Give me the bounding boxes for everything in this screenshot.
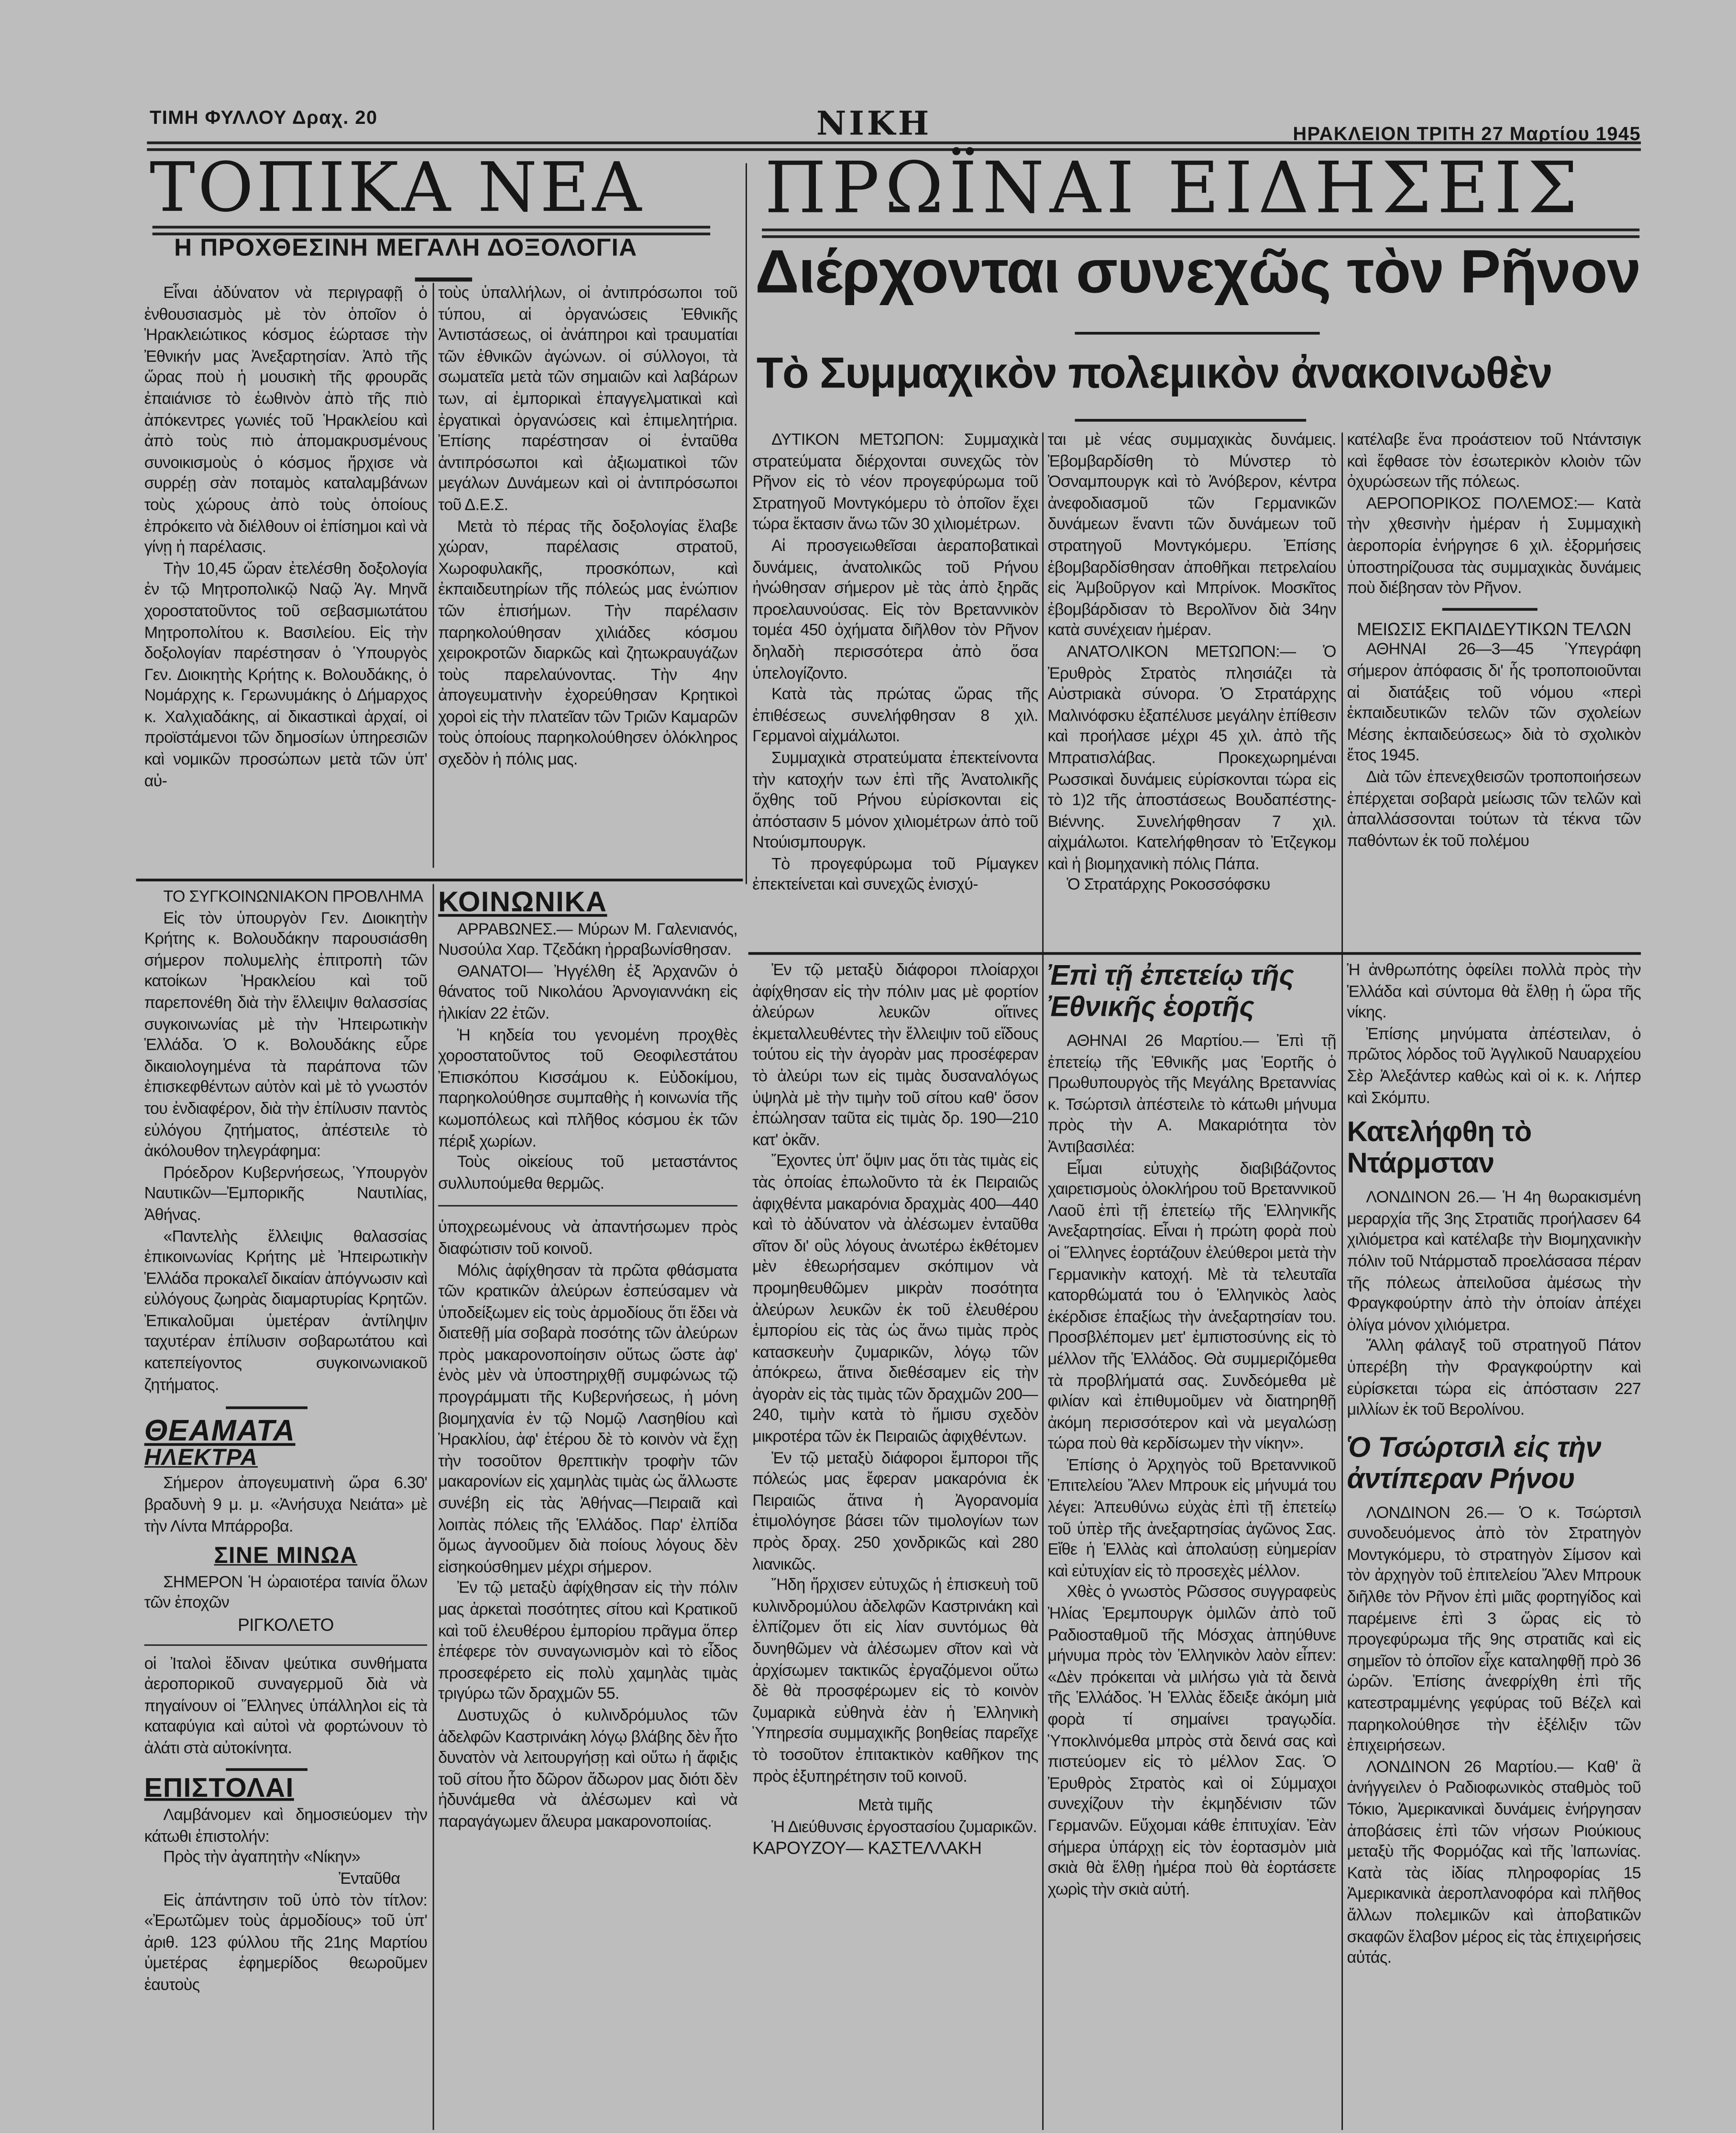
article-paragraph: ΑΘΗΝΑΙ 26—3—45 Ὑπεγράφη σήμερον ἀπόφασις δι' ἧς τροποποιοῦνται αἱ διατάξεις τοῦ νόμου «περὶ ἐκπαιδευτικῶν τελῶν τῶν σχολείων Μέσης ἐκπαιδεύσεως» διὰ τὸ σχολικὸν ἔτος 1945.: [1347, 639, 1641, 765]
article-paragraph: Εἰς ἀπάντησιν τοῦ ὑπὸ τὸν τίτλον: «Ἐρωτῶμεν τοὺς ἁρμοδίους» τοῦ ὑπ' ἀριθ. 123 φύλλου τῆς 21ης Μαρτίου ὑμετέρας ἐφημερίδος θεωροῦμεν ἑαυτοὺς: [144, 1890, 428, 1994]
article-paragraph: Συμμαχικὰ στρατεύματα ἐπεκτείνοντα τὴν κατοχήν των ἐπὶ τῆς Ἀνατολικῆς ὄχθης τοῦ Ρήνου εὑρίσκονται εἰς ἀπόστασιν 5 μόνον χιλιομέτρων ἀπὸ τοῦ Ντούισμπουργκ.: [752, 748, 1038, 852]
war-news-column-2: [1048, 430, 1336, 949]
article-paragraph: Πρόεδρον Κυβερνήσεως, Ὑπουργὸν Ναυτικῶν—Ἐμπορικῆς Ναυτιλίας, Ἀθήνας.: [144, 1162, 428, 1224]
divider: [226, 1407, 308, 1409]
article-paragraph: Ἐν τῷ μεταξὺ διάφοροι πλοίαρχοι ἀφίχθησαν εἰς τὴν πόλιν μας μὲ φορτίον ἀλεύρων λευκῶν οἵτινες ἐκμεταλλευθέντες τὴν ἔλλειψιν τοῦ εἴδους τούτου εἰς τὴν ἀγορὰν μας προσέφεραν τὸ ἀλεύρι των εἰς τιμὰς δυσαναλόγως ὑψηλὰ μὲ τὴν τιμὴν τοῦ σίτου καθ' ὅσον ἐπώλησαν ταῦτα εἰς τιμὰς δρ. 190—210 κατ' ὀκᾶν.: [752, 960, 1038, 1149]
shows-heading: ΘΕΑΜΑΤΑ: [144, 1413, 296, 1448]
divider: [1442, 608, 1538, 611]
letter-recipient: Πρὸς τὴν ἀγαπητὴν «Νίκην»: [163, 1847, 361, 1867]
article-paragraph: ΛΟΝΔΙΝΟΝ 26 Μαρτίου.— Καθ' ἃ ἀνήγγειλεν ὁ Ραδιοφωνικὸς σταθμὸς τοῦ Τόκιο, Ἀμερικανικαὶ δυνάμεις ἐνήργησαν ἀποβάσεις ἐπὶ τῶν νήσων Ριούκιους μεταξὺ τῆς Φορμόζας καὶ τῆς Ἰαπωνίας. Κατὰ τὰς ἰδίας πληροφορίας 15 Ἀμερικανικὰ ἀεροπλανοφόρα καὶ πλῆθος ἄλλων πολεμικῶν καὶ ἀποβατικῶν σκαφῶν ἔλαβον μέρος εἰς τὰς ἐπιχειρήσεις αὐτάς.: [1347, 1757, 1641, 1967]
transport-heading: ΤΟ ΣΥΓΚΟΙΝΩΝΙΑΚΟΝ ΠΡΟΒΛΗΜΑ: [163, 887, 423, 906]
price-label: ΤΙΜΗ ΦΥΛΛΟΥ Δραχ. 20: [149, 106, 378, 128]
article-paragraph: Τὸ προγεφύρωμα τοῦ Ρίμαγκεν ἐπεκτείνεται καὶ συνεχῶς ἐνισχύ-: [752, 854, 1038, 894]
divider: [415, 277, 472, 282]
anniversary-heading: Ἐπὶ τῇ ἐπετείῳ τῆς Ἐθνικῆς ἑορτῆς: [1047, 960, 1294, 1023]
article-paragraph: ΑΝΑΤΟΛΙΚΟΝ ΜΕΤΩΠΟΝ:— Ὁ Ἐρυθρὸς Στρατὸς πλησιάζει τὰ Αὐστριακὰ σύνορα. Ὁ Στρατάρχης Μαλινόφσκυ ἐξαπέλυσε μεγάλην ἐπίθεσιν καὶ προήλασε μέχρι 45 χιλ. ἀπὸ τῆς Μπρατισλάβας. Προκεχωρημέναι Ρωσσικαὶ δυνάμεις εὑρίσκονται τώρα εἰς τὸ 1)2 τῆς ἀποστάσεως Βουδαπέστης-Βιέννης. Συνελήφθησαν 7 χιλ. αἰχμάλωτοι. Κατελήφθησαν τὸ Ἐτζεγκομ καὶ ἡ βιομηχανικὴ πόλις Πάπα.: [1047, 642, 1336, 873]
article-paragraph: κατέλαβε ἕνα προάστειον τοῦ Ντάντσιγκ καὶ ἔφθασε τὸν ἐσωτερικὸν κλοιὸν τῶν ὀχυρώσεων τῆς πόλεως.: [1347, 429, 1641, 492]
letter-place: Ἐνταῦθα: [339, 1869, 400, 1888]
article-paragraph: ΘΑΝΑΤΟΙ— Ἠγγέλθη ἐξ Ἀρχανῶν ὁ θάνατος τοῦ Νικολάου Ἀρνογιαννάκη εἰς ἡλικίαν 22 ἐτῶν.: [438, 961, 737, 1023]
article-paragraph: ται μὲ νέας συμμαχικὰς δυνάμεις. Ἐβομβαρδίσθη τὸ Μύνστερ τὸ Ὀσναμπουργκ καὶ τὸ Ἀνόβερον, κέντρα ἀνεφοδιασμοῦ τῶν Γερμανικῶν δυνάμεων ἔναντι τῶν δυνάμεων τοῦ στρατηγοῦ Μοντγκόμερυ. Ἐπίσης ἐβομβαρδίσθησαν ἀποθῆκαι πετρελαίου εἰς Ἀμβοῦργον καὶ Μπρίνοκ. Μοσκῖτος ἐβομβάρδισαν τὸ Βερολῖνον διὰ 34ην κατὰ συνέχειαν ἡμέραν.: [1047, 429, 1336, 640]
war-news-column-1: [752, 430, 1038, 949]
article-paragraph: Ἡ ἀνθρωπότης ὀφείλει πολλὰ πρὸς τὴν Ἑλλάδα καὶ σύντομα θὰ ἔλθῃ ἡ ὥρα τῆς νίκης.: [1347, 960, 1641, 1022]
article-paragraph: Τὴν 10,45 ὥραν ἐτελέσθη δοξολογία ἐν τῷ Μητροπολικῷ Ναῷ Ἀγ. Μηνᾶ χοροστατοῦντος τοῦ σεβασμιωτάτου Μητροπολίτου κ. Βασιλείου. Εἰς τὴν δοξολογίαν παρέστησαν ὁ Ὑπουργὸς Γεν. Διοικητὴς Κρήτης κ. Βολουδάκης, ὁ Νομάρχης κ. Γερωνυμάκης ὁ Δήμαρχος κ. Χαλχιαδάκης, αἱ δικαστικαὶ ἀρχαί, οἱ προϊστάμενοι τῶν δημοσίων ὑπηρεσιῶν καὶ νομικῶν προσώπων μετὰ τῶν ὑπ' αὐ-: [144, 559, 428, 790]
article-paragraph: Τοὺς οἰκείους τοῦ μεταστάντος συλλυπούμεθα θερμῶς.: [438, 1152, 737, 1193]
section-rule: [136, 879, 743, 881]
divider: [1075, 419, 1307, 422]
lower-column-1: [144, 887, 428, 2130]
divider: [438, 1206, 737, 1207]
column-rule: [746, 163, 747, 884]
divider: [1075, 332, 1320, 335]
lower-column-5: [1347, 960, 1641, 2130]
local-news-headline: Η ΠΡΟΧΘΕΣΙΝΗ ΜΕΓΑΛΗ ΔΟΞΟΛΟΓΙΑ: [174, 234, 637, 262]
article-paragraph: Ἐν τῷ μεταξὺ διάφοροι ἔμποροι τῆς πόλεώς μας ἔφεραν μακαρόνια ἐκ Πειραιῶς ἅτινα ἡ Ἀγορανομία ἐτιμολόγησε βάσει τῶν τιμολογίων των πρὸς δραχ. 250 χονδρικῶς καὶ 280 λιανικῶς.: [752, 1448, 1038, 1573]
main-headline: Διέρχονται συνεχῶς τὸν Ρῆνον: [755, 236, 1640, 306]
letters-heading: ΕΠΙΣΤΟΛΑΙ: [144, 1773, 294, 1803]
article-paragraph: Εἶμαι εὐτυχὴς διαβιβάζοντος χαιρετισμοὺς ὁλοκλήρου τοῦ Βρεταννικοῦ Λαοῦ ἐπὶ τῇ ἐπετείῳ τῆς Ἑλληνικῆς Ἀνεξαρτησίας. Εἶναι ἡ πρώτη φορὰ ποὺ οἱ Ἕλληνες ἑορτάζουν ἐλεύθεροι μετὰ τὴν Γερμανικὴν κατοχή. Μὲ τὰ τελευταῖα κατορθώματά του ὁ Ἑλληνικὸς λαὸς ἐκέρδισε ἐπαξίως τὴν ἀνεξαρτησίαν του. Προσβλέπομεν μετ' ἐμπιστοσύνης εἰς τὸ μέλλον τῆς Ἑλλάδος. Θὰ συμμεριζόμεθα τὰ προβλήματά σας. Συνδεόμεθα μὲ φιλίαν καὶ ἐπιθυμοῦμεν νὰ διατηρηθῇ ἀκόμη περισσότερον καὶ νὰ μεγαλώσῃ τώρα ποὺ θὰ κερδίσωμεν τὴν νίκην».: [1047, 1158, 1336, 1453]
article-paragraph: Ἤδη ἤρχισεν εὐτυχῶς ἡ ἐπισκευὴ τοῦ κυλινδρομύλου ἀδελφῶν Καστρινάκη καὶ ἐλπίζομεν ὅτι εἰς λίαν συντόμως θὰ δυνηθῶμεν νὰ ἀλέσωμεν σῖτον καὶ νὰ ἀρχίσωμεν τακτικῶς ἐργαζόμενοι οὕτω δὲ θὰ προσφέρωμεν εἰς τὸ κοινὸν ζυμαρικὰ εὐθηνὰ ἐὰν ἡ Ἑλληνικὴ Ὑπηρεσία συμμαχικῆς βοηθείας παρεῖχε τὸ τοσοῦτον ἐπιτακτικὸν καθῆκον της πρὸς ἐξυπηρέτησιν τοῦ κοινοῦ.: [752, 1575, 1038, 1785]
churchill-heading: Ὁ Τσώρτσιλ εἰς τὴν ἀντίπεραν Ρήνου: [1347, 1431, 1601, 1495]
morning-news-title: ΠΡΩΪΝΑΙ ΕΙΔΗΣΕΙΣ: [764, 148, 1583, 230]
cinema-elektra-listing: Σήμερον ἀπογευματινὴ ὥρα 6.30' βραδυνὴ 9 μ. μ. «Ἀνήσυχα Νειάτα» μὲ τὴν Λίντα Μπάρροβα.: [144, 1473, 428, 1535]
section-rule: [748, 952, 1641, 955]
article-paragraph: Ἄλλη φάλαγξ τοῦ στρατηγοῦ Πάτον ὑπερέβη τὴν Φραγκφούρτην καὶ εὑρίσκεται τώρα εἰς ἀπόστασιν 227 μιλλίων ἐκ τοῦ Βερολίνου.: [1347, 1336, 1641, 1419]
article-paragraph: οἱ Ἰταλοὶ ἔδιναν ψεύτικα συνθήματα ἀεροπορικοῦ συναγερμοῦ διὰ νὰ πηγαίνουν οἱ Ἕλληνες ὑπάλληλοι εἰς τὰ καταφύγια καὶ αὐτοὶ νὰ φορτώνουν τὸ ἀλάτι στὰ αὐτοκίνητα.: [144, 1653, 428, 1758]
article-paragraph: Ἔχοντες ὑπ' ὄψιν μας ὅτι τὰς τιμὰς εἰς τὰς ὁποίας ἐπωλοῦντο τὰ ἐκ Πειραιῶς ἀφιχθέντα μακαρόνια δραχμὰς 400—440 καὶ τὸ ἀδύνατον νὰ ἀλέσωμεν ἐνταῦθα σῖτον δι' οὓς λόγους ἀνωτέρω ἐκθέτομεν μὲν ἐθεωρήσαμεν σκόπιμον νὰ προμηθευθῶμεν μικρὰν ποσότητα ἀλεύρων λευκῶν ἐκ τοῦ ἐλευθέρου ἐμπορίου εἰς τὰς ὡς ἄνω τιμὰς πρὸς κατασκευὴν ζυμαρικῶν, λόγῳ τῶν ἀπόκρεω, ἅτινα διεθέσαμεν εἰς τὴν ἀγορὰν εἰς τὰς τιμὰς τῶν δραχμῶν 200—240, τιμὴν κατὰ τὸ ἥμισυ σχεδὸν μικροτέρα τῶν ἐκ Πειραιῶς ἀφιχθέντων.: [752, 1151, 1038, 1446]
article-paragraph: Χθὲς ὁ γνωστὸς Ρῶσσος συγγραφεὺς Ἠλίας Ἐρεμπουργκ ὁμιλῶν ἀπὸ τοῦ Ραδιοσταθμοῦ τῆς Μόσχας ἀπηύθυνε μήνυμα πρὸς τὸν Ἑλληνικὸν λαὸν εἶπεν: «Δὲν πρόκειται νὰ μιλήσω γιὰ τὰ δεινὰ τῆς Ἑλλάδος. Ἡ Ἑλλὰς ἔδειξε ἀκόμη μιὰ φορὰ τί σημαίνει τραγῳδία. Ὑποκλινόμεθα μπρὸς στὰ δεινά σας καὶ πιστεύομεν εἰς τὸ μέλλον Σας. Ὁ Ἐρυθρὸς Στρατὸς καὶ οἱ Σύμμαχοι συνεχίζουν τὴν ἐκμηδένισιν τῶν Γερμανῶν. Εὔχομαι κάθε ἐπιτυχίαν. Ἐὰν σήμερα ὑπάρχῃ εἰς τὸν ἑορτασμὸν μιὰ σκιὰ θὰ ἔλθῃ ἡμέρα ποὺ θὰ ἑορτάσετε χωρὶς τὴν σκιὰ αὐτή.: [1047, 1582, 1336, 1899]
article-paragraph: ὑποχρεωμένους νὰ ἀπαντήσωμεν πρὸς διαφώτισιν τοῦ κοινοῦ.: [438, 1218, 737, 1258]
local-news-column-2: [438, 283, 737, 868]
article-paragraph: Ἐπίσης ὁ Ἀρχηγὸς τοῦ Βρεταννικοῦ Ἐπιτελείου Ἄλεν Μπρουκ εἰς μήνυμά του λέγει: Ἀπευθύνω εὐχὰς ἐπὶ τῇ ἐπετείῳ τοῦ ὑπὲρ τῆς ἀνεξαρτησίας ἀγῶνος Σας. Εἴθε ἡ Ἑλλὰς καὶ ἀπολαύσῃ εὐημερίαν καὶ εὐτυχίαν εἰς τὸ προσεχὲς μέλλον.: [1047, 1455, 1336, 1581]
article-paragraph: Κατὰ τὰς πρώτας ὥρας τῆς ἐπιθέσεως συνελήφθησαν 8 χιλ. Γερμανοὶ αἰχμάλωτοι.: [752, 684, 1038, 746]
article-paragraph: Μόλις ἀφίχθησαν τὰ πρῶτα φθάσματα τῶν κρατικῶν ἀλεύρων ἐσπεύσαμεν νὰ ὑποδείξωμεν εἰς τοὺς ἁρμοδίους ὅτι ἔδει νὰ διατεθῇ μία σοβαρὰ ποσότης τῶν ἀλεύρων πρὸς μακαρονοποίησιν οὕτως ὥστε ἀφ' ἑνὸς μὲν νὰ ὑποστηριχθῇ συμφώνως τῷ προγράμματι τῆς Κυβερνήσεως, ἡ μόνη βιομηχανία ἐν τῷ Νομῷ Λασηθίου καὶ Ἡρακλίου, ἀφ' ἑτέρου δὲ τὸ κοινὸν νὰ ἔχῃ τὴν τοσοῦτον θρεπτικὴν τροφὴν τῶν μακαρονίων εἰς χαμηλὰς τιμὰς ὡς ἄλλωστε συνέβη εἰς τὰς Ἀθήνας—Πειραιᾶ καὶ λοιπὰς πόλεις τῆς Ἑλλάδος. Παρ' ἐλπίδα ὅμως ἀγνοοῦμεν διὰ ποίους λόγους δὲν εἰσηκούσθημεν μέχρι σήμερον.: [438, 1260, 737, 1576]
article-paragraph: Ἡ κηδεία του γενομένη προχθὲς χοροστατοῦντος τοῦ Θεοφιλεστάτου Ἐπισκόπου Κισσάμου κ. Εὐδοκίμου, παρηκολούθησε συμπαθὴς ἡ κοινωνία τῆς κωμοπόλεως καὶ πλῆθος κόσμου ἐκ τῶν πέριξ χωρίων.: [438, 1025, 737, 1150]
social-heading: ΚΟΙΝΩΝΙΚΑ: [438, 887, 607, 918]
letter-signature: ΚΑΡΟΥΖΟΥ— ΚΑΣΤΕΛΛΑΚΗ: [752, 1838, 982, 1858]
letter-signed-by: Ἡ Διεύθυνσις ἐργοστασίου ζυμαρικῶν.: [771, 1816, 1037, 1836]
cinema-minoa-film: ΡΙΓΚΟΛΕΤΟ: [238, 1614, 334, 1635]
article-paragraph: «Παντελὴς ἔλλειψις θαλασσίας ἐπικοινωνίας Κρήτης μὲ Ἠπειρωτικὴν Ἑλλάδα προκαλεῖ δικαίαν ἀπόγνωσιν καὶ εὐλόγους ζωηρὰς διαμαρτυρίας Κρητῶν. Ἐπικαλοῦμαι ὑμετέραν ἀντίληψιν ταχυτέραν ἐπίλυσιν σοβαρωτάτου καὶ κατεπείγοντος συγκοινωνιακοῦ ζητήματος.: [144, 1226, 428, 1394]
column-rule: [1042, 432, 1044, 2130]
lower-column-2: [438, 887, 737, 2130]
divider: [226, 1768, 308, 1770]
darmstadt-heading: Κατελήφθη τὸ Ντάρμσταν: [1347, 1117, 1532, 1180]
column-rule: [1341, 432, 1343, 2130]
dateline: ΗΡΑΚΛΕΙΟΝ ΤΡΙΤΗ 27 Μαρτίου 1945: [1293, 122, 1641, 144]
article-paragraph: ΛΟΝΔΙΝΟΝ 26.— Ἡ 4η θωρακισμένη μεραρχία τῆς 3ης Στρατιᾶς προήλασεν 64 χιλιόμετρα καὶ κατέλαβε τὴν Βιομηχανικὴν πόλιν τοῦ Ντάρμσταδ προελάσασα πέραν τῆς πόλεως ἀπειλοῦσα ἀμέσως τὴν Φραγκφούρτην ἀπὸ τὴν ὁποίαν ἀπέχει ὀλίγα μόνον χιλιόμετρα.: [1347, 1187, 1641, 1334]
article-paragraph: Ὁ Στρατάρχης Ροκοσσόφσκυ: [1066, 875, 1270, 894]
article-paragraph: Λαμβάνομεν καὶ δημοσιεύομεν τὴν κάτωθι ἐπιστολήν:: [144, 1805, 428, 1846]
local-news-title: ΤΟΠΙΚΑ ΝΕΑ: [149, 148, 644, 227]
cinema-minoa-name: ΣΙΝΕ ΜΙΝΩΑ: [214, 1542, 358, 1569]
article-paragraph: ΛΟΝΔΙΝΟΝ 26.— Ὁ κ. Τσώρτσιλ συνοδευόμενος ἀπὸ τὸν Στρατηγὸν Μοντγκόμερυ, τὸ στρατηγὸν Σίμσον καὶ τὸν ἀρχηγὸν τοῦ ἐπιτελείου Ἄλεν Μπρουκ διῆλθε τὸν Ρῆνον ἐπὶ μιᾶς φορτηγίδος καὶ παρέμεινε ἐπὶ 3 ὥρας εἰς τὸ προγεφύρωμα τῆς 9ης στρατιᾶς καὶ εἰς σημεῖον τὸ ὁποῖον εἶχε καταληφθῇ πρὸ 36 ὡρῶν. Ἐπίσης ἀνεφρίχθη ἐπὶ τῆς κατεστραμμένης γεφύρας τοῦ Βέζελ καὶ παρηκολούθησε τὴν ἐξέλιξιν τῶν ἐπιχειρήσεων.: [1347, 1502, 1641, 1755]
lower-column-3: [752, 960, 1038, 2130]
article-paragraph: ΑΘΗΝΑΙ 26 Μαρτίου.— Ἐπὶ τῇ ἐπετείῳ τῆς Ἐθνικῆς μας Ἑορτῆς ὁ Πρωθυπουργὸς τῆς Μεγάλης Βρεταννίας κ. Τσώρτσιλ ἀπέστειλε τὸ κάτωθι μήνυμα πρὸς τὴν Α. Μακαριότητα τὸν Ἀντιβασιλέα:: [1047, 1031, 1336, 1156]
article-paragraph: Ἐπίσης μηνύματα ἀπέστειλαν, ὁ πρῶτος λόρδος τοῦ Ἀγγλικοῦ Ναυαρχείου Σὲρ Ἀλεξάντερ καθὼς καὶ οἱ κ. κ. Λήπερ καὶ Σκόμπυ.: [1347, 1023, 1641, 1107]
letter-closing: Μετὰ τιμῆς: [858, 1795, 933, 1815]
article-paragraph: Δυστυχῶς ὁ κυλινδρόμυλος τῶν ἀδελφῶν Καστρινάκη λόγῳ βλάβης δὲν ἦτο δυνατὸν νὰ λειτουργήσῃ καὶ οὕτω ἡ ἄφιξις τοῦ σίτου ἦτο δῶρον ἄδωρον μας διότι δὲν ἠδυνάμεθα νὰ ἀλέσωμεν καὶ νὰ παραγάγωμεν ἄλευρα μακαρονοποιίας.: [438, 1705, 737, 1831]
subheadline: Τὸ Συμμαχικὸν πολεμικὸν ἀνακοινωθὲν: [756, 348, 1552, 397]
article-paragraph: Αἱ προσγειωθεῖσαι ἀεραποβατικαὶ δυνάμεις, ἀνατολικῶς τοῦ Ρήνου ἠνώθησαν σήμερον μὲ τὰς ἀπὸ ξηρᾶς προελαυνούσας. Εἰς τὸν Βρεταννικὸν τομέα 450 ὀχήματα διῆλθον τὸν Ρῆνον δηλαδὴ περισσότερα ἀπὸ ὅσα ὑπελογίζοντο.: [752, 536, 1038, 682]
article-paragraph: Διὰ τῶν ἐπενεχθεισῶν τροποποιήσεων ἐπέρχεται σοβαρὰ μείωσις τῶν τελῶν καὶ ἀπαλλάσσονται τούτων τὰ τέκνα τῶν παθόντων ἐκ τοῦ πολέμου: [1347, 767, 1641, 850]
fees-heading: ΜΕΙΩΣΙΣ ΕΚΠΑΙΔΕΥΤΙΚΩΝ ΤΕΛΩΝ: [1357, 618, 1631, 639]
article-paragraph: Μετὰ τὸ πέρας τῆς δοξολογίας ἔλαβε χώραν, παρέλασις στρατοῦ, Χωροφυλακῆς, προσκόπων, καὶ ἐκπαιδευτηρίων τῆς πόλεώς μας ἐνώπιον τῶν ἐπισήμων. Τὴν παρέλασιν παρηκολούθησαν χιλιάδες κόσμου χειροκροτῶν διαρκῶς καὶ ζητωκραυγάζων τοὺς παρελαύνοντας. Τὴν 4ην ἀπογευματινὴν ἐχορεύθησαν Κρητικοὶ χοροὶ εἰς τὴν πλατεῖαν τῶν Τριῶν Καμαρῶν τοὺς ὁποίους παρηκολούθησεν ὁλόκληρος σχεδὸν ἡ πόλις μας.: [438, 516, 737, 769]
article-paragraph: Εἶναι ἀδύνατον νὰ περιγραφῇ ὁ ἐνθουσιασμὸς μὲ τὸν ὁποῖον ὁ Ἡρακλειώτικος κόσμος ἑώρτασε τὴν Ἐθνικήν μας Ἀνεξαρτησίαν. Ἀπὸ τῆς ὥρας ποὺ ἡ μουσικὴ τῆς φρουρᾶς ἐπαιάνισε τὸ ἑωθινὸν ἀπὸ τῆς πιὸ ἀπόκεντρες γωνιές τοῦ Ἡρακλείου καὶ ἀπὸ τοὺς πιὸ ἀπομακρυσμένους συνοικισμοὺς ὁ κόσμος ἤρχισε νὰ συρρέῃ σὰν ποταμὸς καταλαμβάνων τοὺς χώρους ἀπὸ τοὺς ὁποίους ἐπρόκειτο νὰ διέλθουν οἱ ἐπίσημοι καὶ νὰ γίνῃ ἡ παρέλασις.: [144, 283, 428, 557]
article-paragraph: ΑΡΡΑΒΩΝΕΣ.— Μύρων Μ. Γαλενιανός, Νυσούλα Χαρ. Τζεδάκη ἠρραβωνίσθησαν.: [438, 919, 737, 959]
lower-column-4: [1048, 957, 1336, 2130]
divider: [144, 1644, 428, 1645]
cinema-elektra-name: ΗΛΕΚΤΡΑ: [144, 1444, 258, 1470]
newspaper-title: ΝΙΚΗ: [816, 103, 932, 143]
article-paragraph: τοὺς ὑπαλλήλων, οἱ ἀντιπρόσωποι τοῦ τύπου, αἱ ὀργανώσεις Ἐθνικῆς Ἀντιστάσεως, οἱ ἀνάπηροι καὶ τραυματίαι τῶν ἐθνικῶν ἀγώνων. οἱ σύλλογοι, τὰ σωματεῖα μετὰ τῶν σημαιῶν καὶ λαβάρων των, αἱ ἐμπορικαὶ ἐπαγγελματικαὶ καὶ ἐργατικαὶ ὀργανώσεις καὶ ἐπιμελητήρια. Ἐπίσης παρέστησαν οἱ ἐνταῦθα ἀντιπρόσωποι καὶ ἀξιωματικοὶ τῶν μεγάλων Δυνάμεων καὶ οἱ ἀντιπρόσωποι τοῦ Δ.Ε.Σ.: [438, 283, 737, 514]
article-paragraph: Εἰς τὸν ὑπουργὸν Γεν. Διοικητὴν Κρήτης κ. Βολουδάκην παρουσιάσθη σήμερον πολυμελὴς ἐπιτροπὴ τῶν κατοίκων Ἡρακλείου καὶ τοῦ παρεπονέθη διὰ τὴν ἔλλειψιν θαλασσίας συγκοινωνίας μὲ τὴν Ἠπειρωτικὴν Ἑλλάδα. Ὁ κ. Βολουδάκης εὗρε δικαιολογημένα τὰ παράπονα τῶν ἐπισκεφθέντων αὐτὸν καὶ μὲ τὸ γνωστόν του ἐνδιαφέρον, διὰ τὴν ἐπίλυσιν παντὸς εὐλόγου ζητήματος, ἀπέστειλε τὸ ἀκόλουθον τηλεγράφημα:: [144, 908, 428, 1161]
cinema-minoa-listing: ΣΗΜΕΡΟΝ Ἡ ὡραιοτέρα ταινία ὅλων τῶν ἐποχῶν: [144, 1572, 428, 1613]
war-news-column-3: [1347, 430, 1641, 952]
article-paragraph: ΔΥΤΙΚΟΝ ΜΕΤΩΠΟΝ: Συμμαχικὰ στρατεύματα διέρχονται συνεχῶς τὸν Ρῆνον εἰς τὸ νέον προγεφύρωμα τοῦ Στρατηγοῦ Μοντγκόμερυ τὸ ὁποῖον ἔχει τώρα ἔκτασιν ἄνω τῶν 30 χιλιομέτρων.: [752, 429, 1038, 534]
local-news-column-1: [144, 283, 428, 868]
article-paragraph: ΑΕΡΟΠΟΡΙΚΟΣ ΠΟΛΕΜΟΣ:— Κατὰ τὴν χθεσινὴν ἡμέραν ἡ Συμμαχικὴ ἀεροπορία ἐνήργησε 6 χιλ. ἐξορμήσεις ὑποστηρίζουσα τὰς συμμαχικὰς δυνάμεις ποὺ διέβησαν τὸν Ρῆνον.: [1347, 493, 1641, 597]
column-rule: [433, 283, 434, 868]
column-rule: [433, 884, 434, 2130]
article-paragraph: Ἐν τῷ μεταξὺ ἀφίχθησαν εἰς τὴν πόλιν μας ἀρκεταὶ ποσότητες σίτου καὶ Κρατικοῦ καὶ τοῦ ἐλευθέρου ἐμπορίου πρᾶγμα ὅπερ ἐπέφερε τὸν συναγωνισμὸν καὶ τὸ εἶδος προσεφέρετο εἰς πολὺ χαμηλὰς τιμὰς τριγύρω τῶν δραχμῶν 55.: [438, 1578, 737, 1704]
